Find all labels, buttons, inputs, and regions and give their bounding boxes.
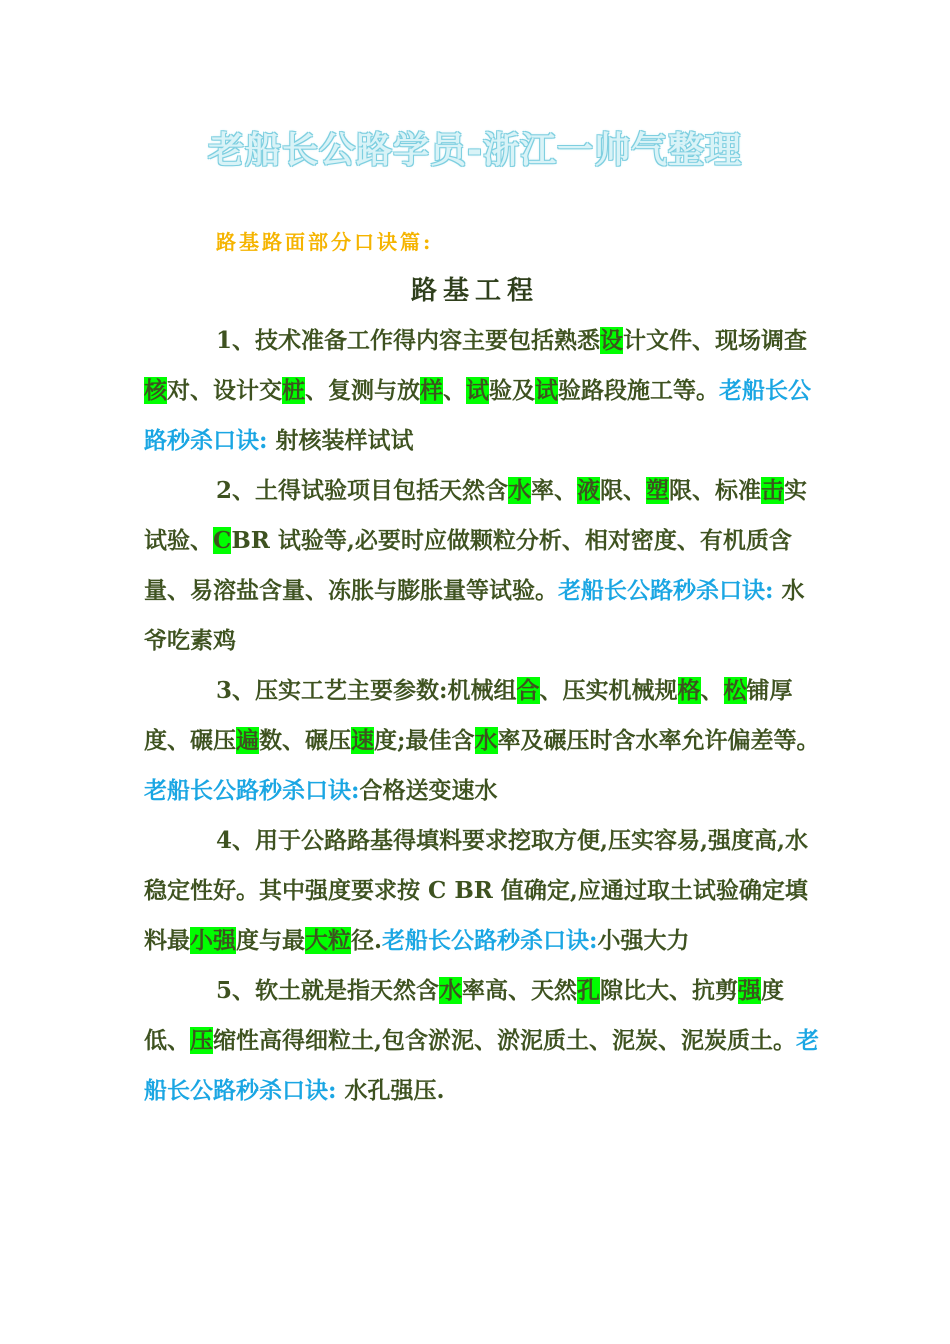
highlighted-char: 格	[677, 677, 701, 704]
paragraph-text: 合格送变速水	[359, 777, 498, 804]
highlighted-char: 强	[738, 977, 762, 1004]
highlighted-char: 遍	[236, 727, 259, 754]
paragraph-text: 验及	[489, 377, 535, 404]
paragraph-text: 5、软土就是指天然含	[216, 977, 440, 1004]
paragraph-text: 水爷吃素鸡	[144, 577, 805, 654]
highlighted-char: 水	[508, 477, 532, 504]
highlighted-char: 水	[474, 727, 498, 754]
paragraph-5	[144, 966, 824, 1116]
highlighted-char: 小强	[190, 927, 236, 954]
paragraph-text: 缩性高得细粒土,包含淤泥、淤泥质土、泥炭、泥炭质土。	[213, 1027, 797, 1054]
paragraph-text: 数、碾压	[259, 727, 351, 754]
mnemonic-label: 老船长公路秒杀口诀:	[144, 1027, 820, 1104]
paragraph-text: 、	[443, 377, 466, 404]
highlighted-char: 设	[600, 327, 624, 354]
paragraph-text: 对、设计交	[167, 377, 282, 404]
paragraph-text: 1、技术准备工作得内容主要包括熟悉	[216, 327, 601, 354]
highlighted-char: 水	[439, 977, 463, 1004]
highlighted-char: 速	[351, 727, 374, 754]
paragraph-text: 实试验、	[144, 477, 808, 554]
highlighted-char: 试	[466, 377, 489, 404]
paragraph-text: 度;最佳含	[374, 727, 475, 754]
mnemonic-label: 老船长公路秒杀口诀:	[144, 777, 360, 804]
paragraph-text: 度低、	[144, 977, 785, 1054]
highlighted-char: C	[213, 527, 232, 554]
highlighted-char: 合	[516, 677, 540, 704]
paragraph-3	[144, 666, 824, 816]
highlighted-char: 孔	[577, 977, 601, 1004]
paragraph-2	[144, 466, 824, 666]
paragraph-text: 射核装样试试	[267, 427, 414, 454]
paragraph-text: 铺厚度、碾压	[144, 677, 793, 754]
paragraph-text: BR 试验等,必要时应做颗粒分析、相对密度、有机质含量、易溶盐含量、冻胀与膨胀量等试验。	[144, 527, 792, 604]
paragraph-text: 水孔强压.	[336, 1077, 445, 1104]
paragraph-text: 小强大力	[597, 927, 690, 954]
paragraph-text: 、压实机械规	[539, 677, 678, 704]
paragraph-4	[144, 816, 824, 966]
paragraph-text: 率及碾压时含水率允许偏差等。	[497, 727, 820, 754]
paragraph-1	[144, 316, 824, 466]
mnemonic-label: 老船长公路秒杀口诀:	[144, 377, 811, 454]
paragraph-text: 度与最	[236, 927, 305, 954]
paragraph-text: 径.	[351, 927, 383, 954]
highlighted-char: 试	[535, 377, 558, 404]
section-label: 路基路面部分口诀篇:	[216, 230, 434, 254]
highlighted-char: 大粒	[305, 927, 351, 954]
highlighted-char: 压	[190, 1027, 213, 1054]
mnemonic-label: 老船长公路秒杀口诀:	[382, 927, 598, 954]
paragraph-text: 4、用于公路路基得填料要求挖取方便,压实容易,强度高,水稳定性好。其中强度要求按 C BR 值确定,应通过取土试验确定填料最	[144, 827, 809, 954]
paragraph-text: 隙比大、抗剪	[600, 977, 739, 1004]
highlighted-char: 液	[577, 477, 601, 504]
paragraph-text: 2、土得试验项目包括天然含	[216, 477, 509, 504]
paragraph-text: 3、压实工艺主要参数:机械组	[216, 677, 517, 704]
section-heading: 路基工程	[410, 276, 539, 306]
mnemonic-label: 老船长公路秒杀口诀:	[558, 577, 774, 604]
highlighted-char: 击	[761, 477, 785, 504]
highlighted-char: 桩	[282, 377, 305, 404]
paragraph-text: 限、标准	[669, 477, 762, 504]
document-body	[144, 316, 824, 1116]
paragraph-text: 、复测与放	[305, 377, 420, 404]
document-title: 老船长公路学员-浙江一帅气整理	[208, 130, 742, 171]
highlighted-char: 塑	[646, 477, 670, 504]
highlighted-char: 松	[723, 677, 747, 704]
paragraph-text: 率、	[531, 477, 578, 504]
highlighted-char: 核	[144, 377, 167, 404]
paragraph-text: 验路段施工等。	[558, 377, 719, 404]
paragraph-text: 、	[700, 677, 724, 704]
paragraph-text: 率高、天然	[462, 977, 578, 1004]
paragraph-text: 限、	[600, 477, 647, 504]
highlighted-char: 样	[420, 377, 443, 404]
paragraph-text: 计文件、现场调查	[623, 327, 808, 354]
